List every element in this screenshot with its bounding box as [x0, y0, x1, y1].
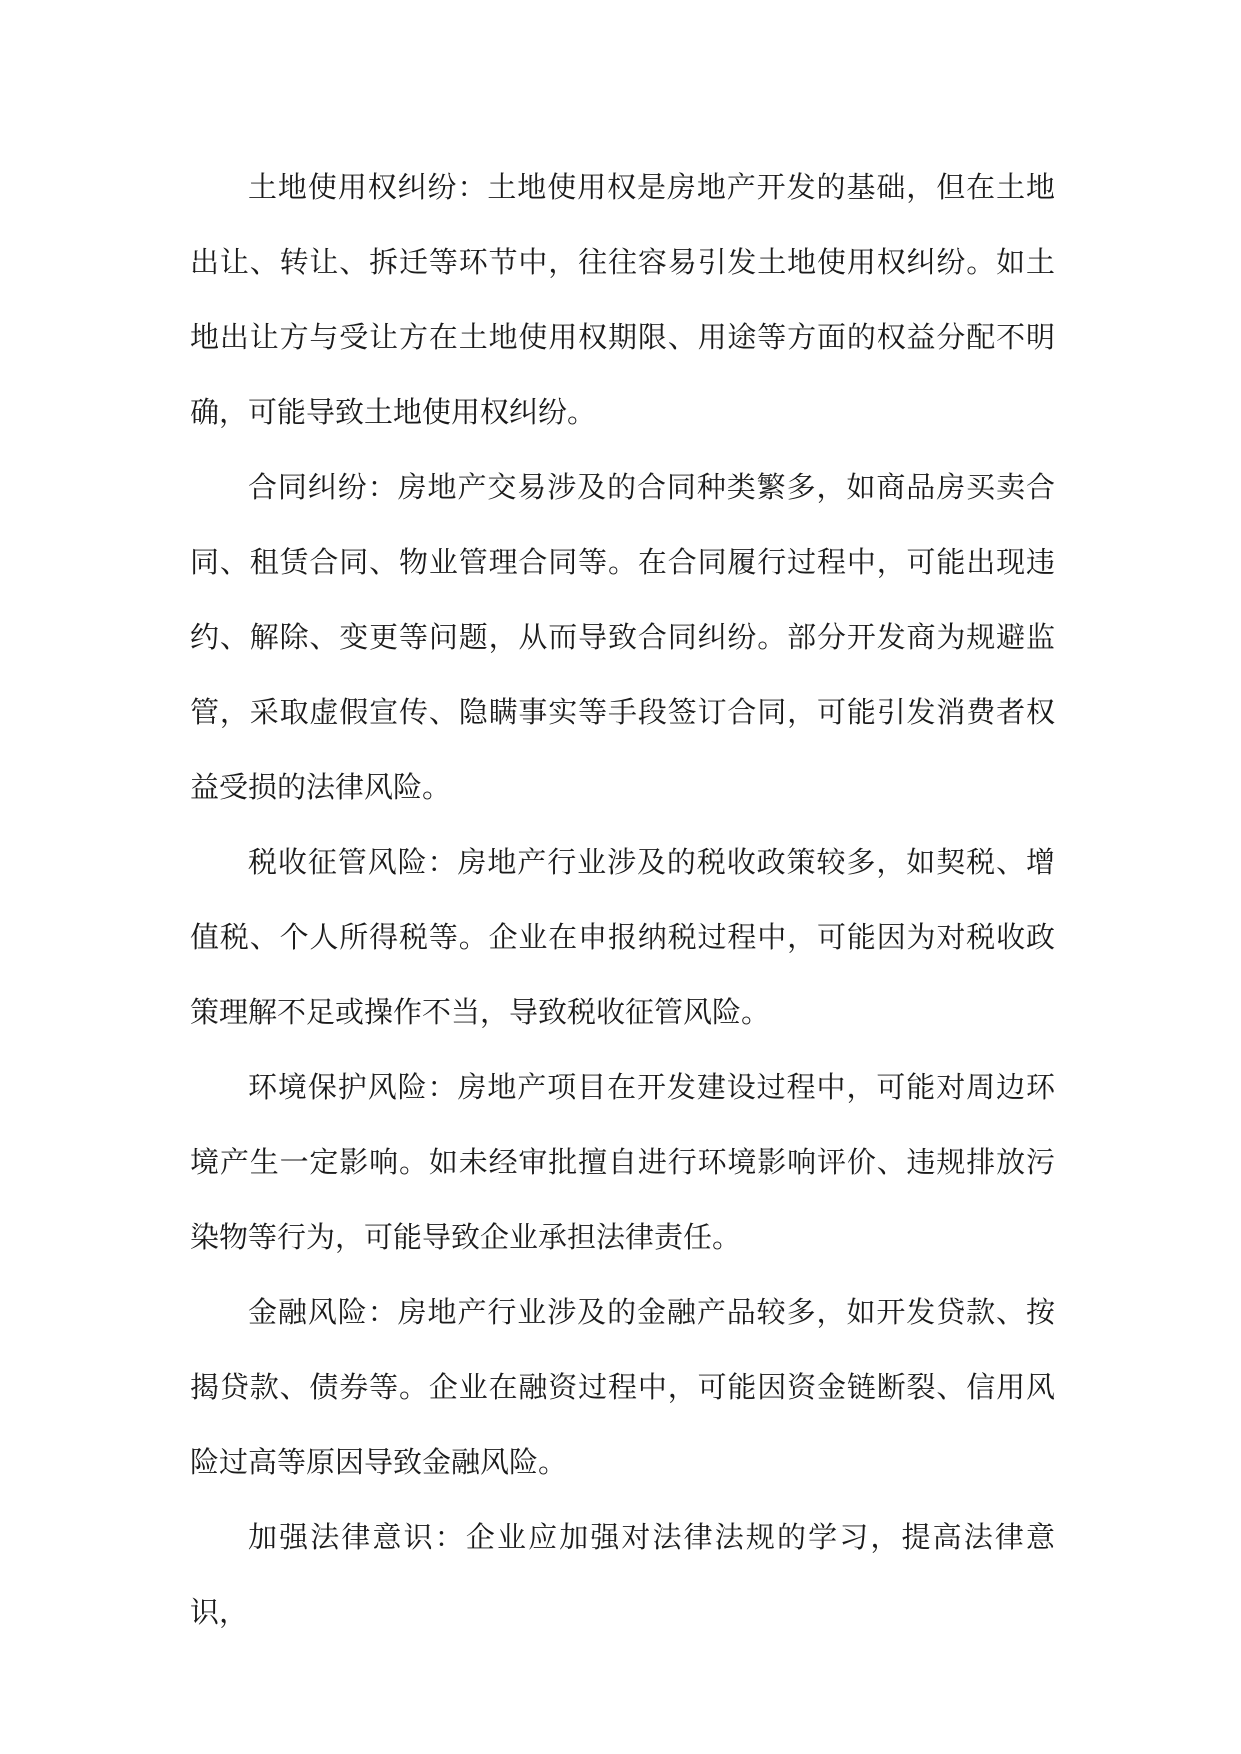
paragraph-land-use-rights: 土地使用权纠纷：土地使用权是房地产开发的基础，但在土地出让、转让、拆迁等环节中，往往容易引发土地使用权纠纷。如土地出让方与受让方在土地使用权期限、用途等方面的权益分配不明确，可能导致土地使用权纠纷。: [190, 170, 1055, 429]
paragraph-tax-risk: 税收征管风险：房地产行业涉及的税收政策较多，如契税、增值税、个人所得税等。企业在申报纳税过程中，可能因为对税收政策理解不足或操作不当，导致税收征管风险。: [190, 845, 1055, 1029]
document-body: [190, 150, 1055, 1650]
paragraph-contract-disputes: 合同纠纷：房地产交易涉及的合同种类繁多，如商品房买卖合同、租赁合同、物业管理合同等。在合同履行过程中，可能出现违约、解除、变更等问题，从而导致合同纠纷。部分开发商为规避监管，采取虚假宣传、隐瞒事实等手段签订合同，可能引发消费者权益受损的法律风险。: [190, 470, 1055, 804]
paragraph-legal-awareness: 加强法律意识：企业应加强对法律法规的学习，提高法律意识，: [190, 1520, 1055, 1629]
paragraph-financial-risk: 金融风险：房地产行业涉及的金融产品较多，如开发贷款、按揭贷款、债券等。企业在融资过程中，可能因资金链断裂、信用风险过高等原因导致金融风险。: [190, 1295, 1055, 1479]
paragraph-environment-risk: 环境保护风险：房地产项目在开发建设过程中，可能对周边环境产生一定影响。如未经审批擅自进行环境影响评价、违规排放污染物等行为，可能导致企业承担法律责任。: [190, 1070, 1055, 1254]
